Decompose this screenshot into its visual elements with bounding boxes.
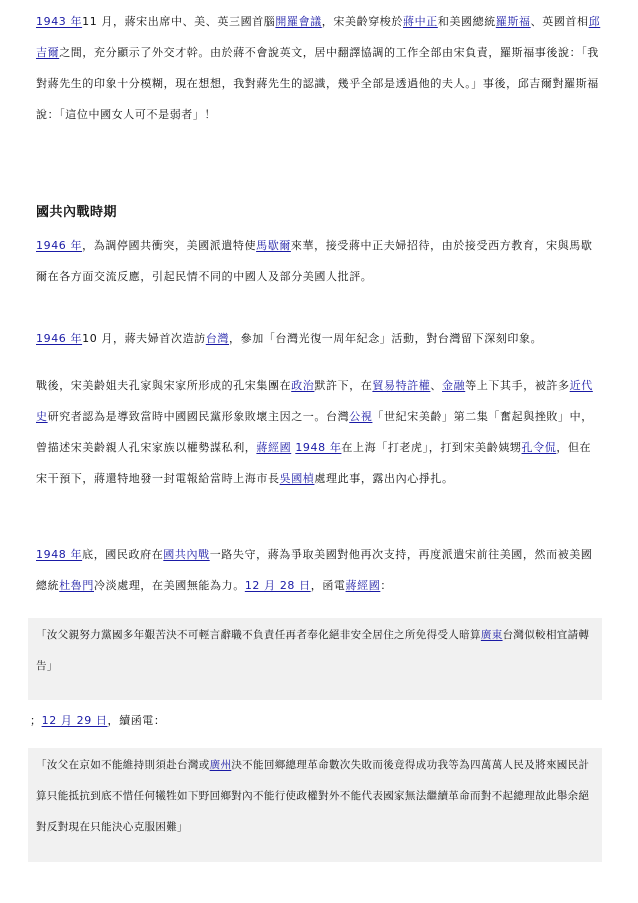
paragraph-taiwan-visit: 1946 年10 月，蔣夫婦首次造訪台灣，參加「台灣光復一周年紀念」活動，對台灣留下深刻印象。 [36,332,543,345]
link-dec-28[interactable]: 12 月 28 日 [244,579,311,592]
telegram-quote-2: 「汝父在京如不能維持則須赴台灣或廣州決不能回鄉總理革命數次失敗而後竟得成功我等為四萬萬人民及將來國民計算只能抵抗到底不惜任何犧牲如下野回鄉對內不能行使政權對外不能代表國家無法繼續革命而對不起總理故此舉余絕對反對現在只能決心克服困難」 [28,748,602,862]
paragraph-kung-soong-group: 戰後，宋美齡姐夫孔家與宋家所形成的孔宋集團在政治默許下，在貿易特許權、金融等上下其手，被許多近代史研究者認為是導致當時中國國民黨形象敗壞主因之一。台灣公視「世紀宋美齡」第二集「奮起與挫敗」中，曾描述宋美齡親人孔宋家族以權勢謀私利，蔣經國 1948 年在上海「打老虎」，打到宋美齡姨甥孔令侃，但在宋干預下，蔣還特地發一封電報給當時上海市長吳國楨處理此事，露出內心掙扎。 [36,379,593,485]
link-cairo-conference[interactable]: 開羅會議 [275,15,322,28]
link-1948-end[interactable]: 1948 年 [36,548,83,561]
link-trade-privilege[interactable]: 貿易特許權 [372,379,431,392]
link-truman[interactable]: 杜魯門 [59,579,95,592]
paragraph-truman: 1948 年底，國民政府在國共內戰一路失守，蔣為爭取美國對他再次支持，再度派遣宋前往美國，然而被美國總統杜魯門冷淡處理，在美國無能為力。12 月 28 日，函電蔣經國： [36,548,593,592]
link-taiwan[interactable]: 台灣 [205,332,229,345]
link-finance[interactable]: 金融 [442,379,466,392]
link-guangzhou[interactable]: 廣州 [209,759,232,771]
link-dec-29[interactable]: 12 月 29 日 [41,714,108,727]
link-roosevelt[interactable]: 羅斯福 [495,15,531,28]
link-churchill[interactable]: 邱吉爾 [36,15,601,59]
paragraph-cairo-conference: 1943 年11 月，蔣宋出席中、美、英三國首腦開羅會議，宋美齡穿梭於蔣中正和美國總統羅斯福、英國首相邱吉爾之間，充分顯示了外交才幹。由於蔣不會說英文，居中翻譯協調的工作全部由宋負責，羅斯福事後說：「我對蔣先生的印象十分模糊，現在想想，我對蔣先生的認識，幾乎全部是透過他的夫人。」事後，邱吉爾對羅斯福說：「這位中國女人可不是弱者」！ [36,15,601,121]
link-modern-history[interactable]: 近代史 [36,379,593,423]
link-chiang-ching-kuo[interactable]: 蔣經國 [256,441,292,454]
link-civil-war[interactable]: 國共內戰 [163,548,210,561]
section-heading: 國共內戰時期 [36,205,118,220]
link-wu-kuo-chen[interactable]: 吳國楨 [279,472,315,485]
link-guangdong[interactable]: 廣東 [480,629,503,641]
link-1948[interactable]: 1948 年 [295,441,342,454]
link-1946[interactable]: 1946 年 [36,239,83,252]
link-pts[interactable]: 公視 [349,410,373,423]
link-marshall[interactable]: 馬歇爾 [256,239,291,252]
link-politics[interactable]: 政治 [291,379,315,392]
paragraph-marshall: 1946 年，為調停國共衝突，美國派遣特使馬歇爾來華，接受蔣中正夫婦招待，由於接受西方教育，宋與馬歇爾在各方面交流反應，引起民情不同的中國人及部分美國人批評。 [36,239,593,283]
telegram-quote-1: 「汝父親努力黨國多年艱苦決不可輕言辭職不負責任再者奉化絕非安全居住之所免得受人暗算廣東台灣似較相宜請轉告」 [28,618,602,700]
paragraph-dec-29: ；12 月 29 日，續函電： [30,714,166,727]
link-chiang-ching-kuo-2[interactable]: 蔣經國 [345,579,381,592]
link-chiang-kai-shek[interactable]: 蔣中正 [403,15,438,28]
link-1943[interactable]: 1943 年 [36,15,83,28]
link-1946-taiwan[interactable]: 1946 年 [36,332,83,345]
link-kung-ling-kan[interactable]: 孔令侃 [521,441,557,454]
